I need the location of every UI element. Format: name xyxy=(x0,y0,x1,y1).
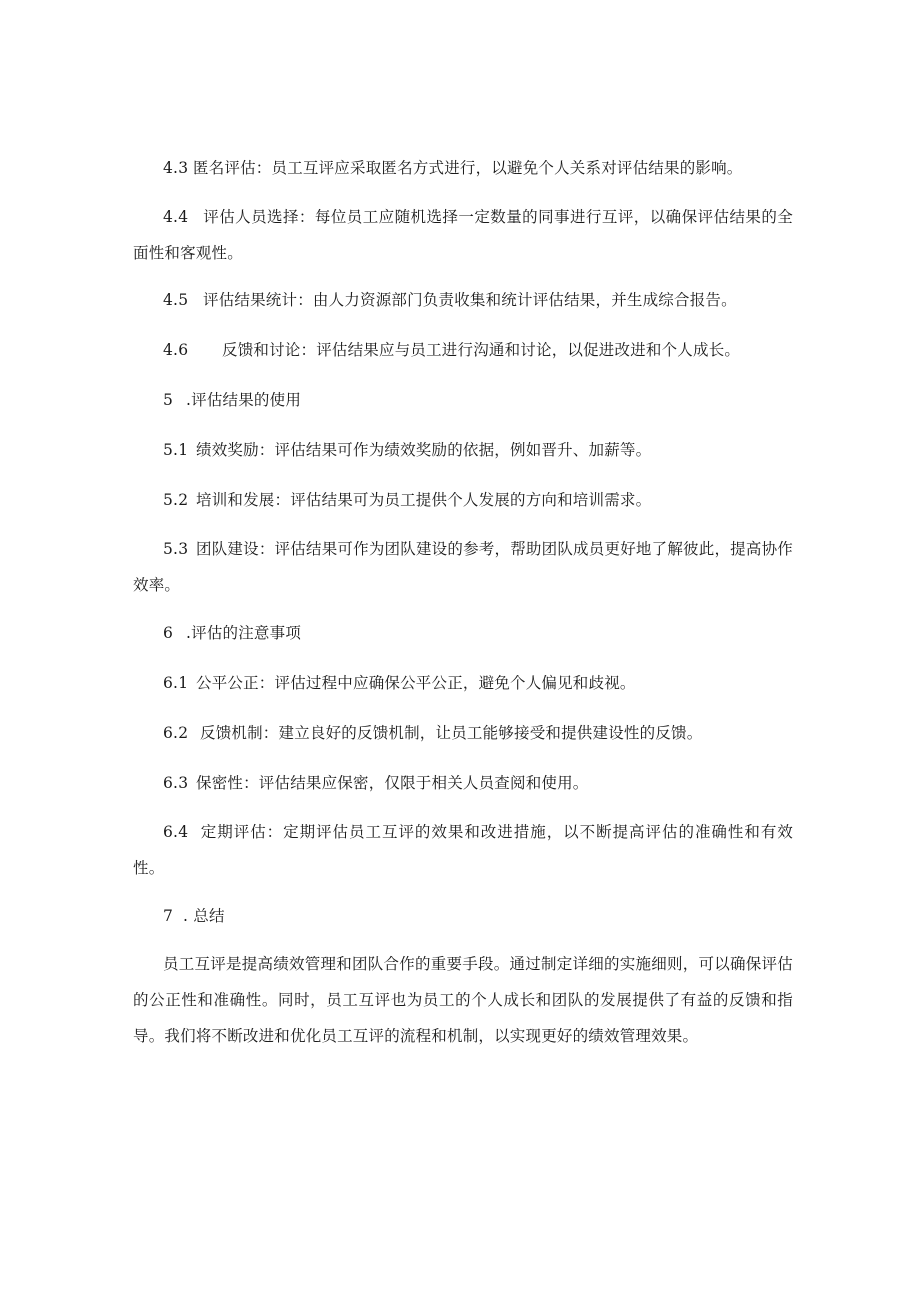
list-item xyxy=(133,531,793,603)
item-text: 评估人员选择：每位员工应随机选择一定数量的同事进行互评，以确保评估结果的全面性和客观性。 xyxy=(133,208,793,262)
list-item xyxy=(163,773,589,793)
item-number: 6.3 xyxy=(163,774,189,792)
item-number: 5.1 xyxy=(163,441,189,459)
section-title: . 总结 xyxy=(183,907,225,925)
section-heading xyxy=(163,390,301,410)
item-number: 6.4 xyxy=(163,823,189,841)
item-text: 绩效奖励：评估结果可作为绩效奖励的依据，例如晋升、加薪等。 xyxy=(196,441,652,459)
section-title: .评估结果的使用 xyxy=(186,391,302,409)
list-item xyxy=(133,199,793,271)
item-text: 反馈机制：建立良好的反馈机制，让员工能够接受和提供建设性的反馈。 xyxy=(200,724,703,742)
item-number: 4.5 xyxy=(163,291,189,309)
item-text: 评估结果统计：由人力资源部门负责收集和统计评估结果，并生成综合报告。 xyxy=(203,291,737,309)
item-text: 定期评估：定期评估员工互评的效果和改进措施，以不断提高评估的准确性和有效性。 xyxy=(133,823,793,877)
item-text: 反馈和讨论：评估结果应与员工进行沟通和讨论，以促进改进和个人成长。 xyxy=(222,341,741,359)
section-title: .评估的注意事项 xyxy=(186,624,302,642)
section-heading xyxy=(163,623,301,643)
list-item xyxy=(163,440,651,460)
item-text: 匿名评估：员工互评应采取匿名方式进行，以避免个人关系对评估结果的影响。 xyxy=(193,159,743,177)
item-text: 公平公正：评估过程中应确保公平公正，避免个人偏见和歧视。 xyxy=(196,674,636,692)
item-text: 保密性：评估结果应保密，仅限于相关人员查阅和使用。 xyxy=(196,774,589,792)
list-item xyxy=(133,814,793,886)
summary-paragraph: 员工互评是提高绩效管理和团队合作的重要手段。通过制定详细的实施细则，可以确保评估的公正性和准确性。同时，员工互评也为员工的个人成长和团队的发展提供了有益的反馈和指导。我们将不断改进和优化员工互评的流程和机制，以实现更好的绩效管理效果。 xyxy=(133,955,793,1045)
item-number: 5.3 xyxy=(163,540,189,558)
list-item xyxy=(163,673,636,693)
list-item xyxy=(163,490,651,510)
item-number: 4.6 xyxy=(163,341,189,359)
section-number: 7 xyxy=(163,907,174,925)
list-item xyxy=(163,340,740,360)
item-number: 4.3 xyxy=(163,159,189,177)
item-number: 6.1 xyxy=(163,674,189,692)
item-text: 培训和发展：评估结果可为员工提供个人发展的方向和培训需求。 xyxy=(196,491,652,509)
item-number: 6.2 xyxy=(163,724,189,742)
item-number: 5.2 xyxy=(163,491,189,509)
section-number: 5 xyxy=(163,391,174,409)
section-number: 6 xyxy=(163,624,174,642)
section-heading xyxy=(163,906,225,926)
item-text: 团队建设：评估结果可作为团队建设的参考，帮助团队成员更好地了解彼此，提高协作效率。 xyxy=(133,540,793,594)
list-item xyxy=(163,158,743,178)
item-number: 4.4 xyxy=(163,208,189,226)
list-item xyxy=(163,290,737,310)
list-item xyxy=(163,723,702,743)
